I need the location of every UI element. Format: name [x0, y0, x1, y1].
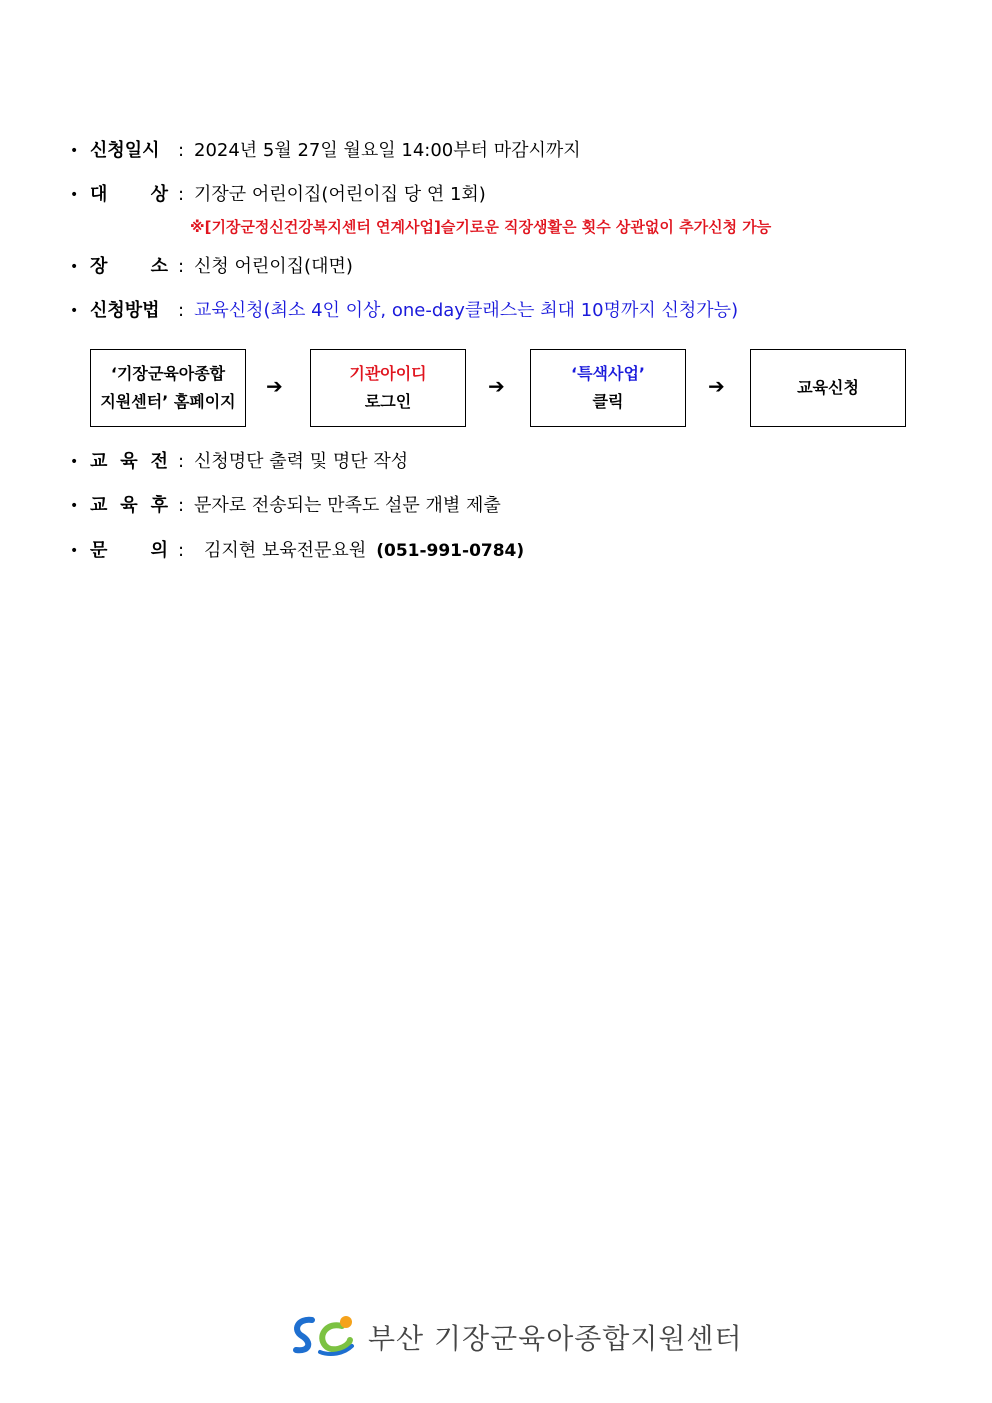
row-target: • 대 상 : 기장군 어린이집(어린이집 당 연 1회)	[70, 184, 486, 205]
value-target: 기장군 어린이집(어린이집 당 연 1회)	[194, 184, 486, 205]
label-contact: 문 의	[90, 540, 168, 561]
value-method: 교육신청(최소 4인 이상, one-day클래스는 최대 10명까지 신청가능)	[194, 300, 739, 321]
step-homepage: ‘기장군육아종합 지원센터’ 홈페이지	[90, 349, 246, 427]
footer-org-name: 부산 기장군육아종합지원센터	[368, 1322, 743, 1355]
label-place: 장 소	[90, 256, 168, 277]
step-login: 기관아이디 로그인	[310, 349, 466, 427]
row-date: • 신청일시 : 2024년 5월 27일 월요일 14:00부터 마감시까지	[70, 140, 581, 161]
row-contact: • 문 의 : 김지현 보육전문요원 (051-991-0784)	[70, 540, 525, 561]
value-place: 신청 어린이집(대면)	[194, 256, 353, 277]
label-before: 교 육 전	[90, 451, 168, 472]
value-before: 신청명단 출력 및 명단 작성	[194, 451, 409, 472]
step-apply: 교육신청	[750, 349, 906, 427]
row-after: • 교 육 후 : 문자로 전송되는 만족도 설문 개별 제출	[70, 495, 501, 516]
row-method: • 신청방법 : 교육신청(최소 4인 이상, one-day클래스는 최대 10명까지 신청가능)	[70, 300, 739, 321]
arrow-right-icon: ➔	[488, 374, 505, 398]
arrow-right-icon: ➔	[266, 374, 283, 398]
value-date: 2024년 5월 27일 월요일 14:00부터 마감시까지	[194, 140, 581, 161]
label-date: 신청일시	[90, 140, 160, 161]
contact-phone: (051-991-0784)	[376, 541, 525, 561]
label-target: 대 상	[90, 184, 168, 205]
step-special-program: ‘특색사업’ 클릭	[530, 349, 686, 427]
value-after: 문자로 전송되는 만족도 설문 개별 제출	[194, 495, 501, 516]
note-extra-application: ※[기장군정신건강복지센터 연계사업]슬기로운 직장생활은 횟수 상관없이 추가신청 가능	[190, 218, 772, 236]
label-method: 신청방법	[90, 300, 160, 321]
label-after: 교 육 후	[90, 495, 168, 516]
row-place: • 장 소 : 신청 어린이집(대면)	[70, 256, 353, 277]
center-logo-icon	[290, 1312, 360, 1362]
row-before: • 교 육 전 : 신청명단 출력 및 명단 작성	[70, 451, 409, 472]
value-contact: 김지현 보육전문요원	[204, 540, 367, 561]
arrow-right-icon: ➔	[708, 374, 725, 398]
footer	[290, 1312, 743, 1362]
